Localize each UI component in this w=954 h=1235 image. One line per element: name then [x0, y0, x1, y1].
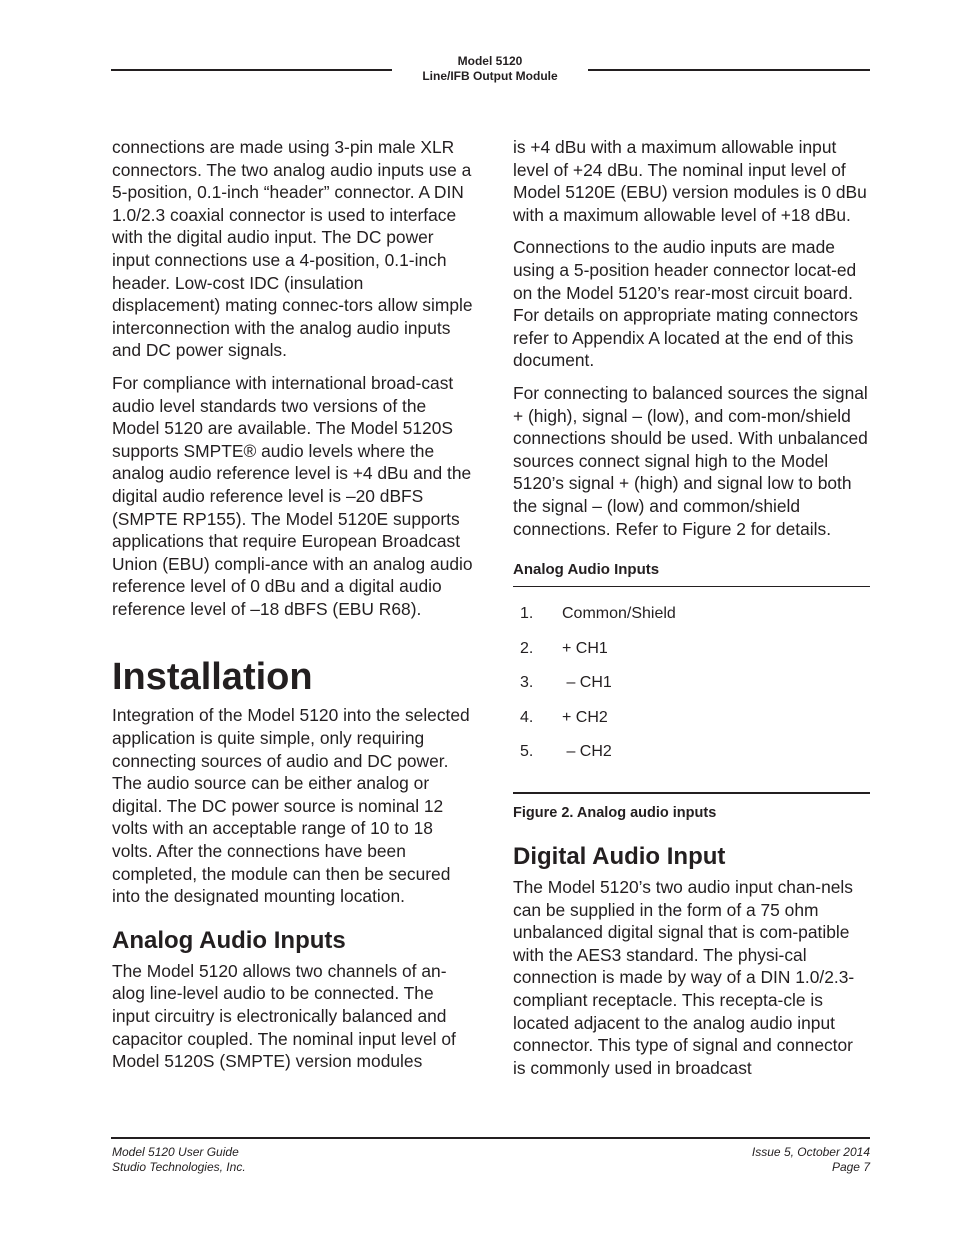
figure-pin-list [513, 587, 870, 792]
right-column [513, 136, 870, 1089]
section-heading-installation: Installation [112, 656, 313, 699]
subsection-heading-analog: Analog Audio Inputs [112, 926, 346, 954]
footer-company: Studio Technologies, Inc. [112, 1160, 246, 1174]
left-column [112, 136, 474, 1083]
figure-caption: Figure 2. Analog audio inputs [513, 805, 717, 822]
header-rule-right [588, 69, 870, 71]
header-rule-left [111, 69, 392, 71]
list-item: 2. + CH1 [520, 639, 608, 657]
paragraph-analog: The Model 5120 allows two channels of an-alog line-level audio to be connected. The input circuitry is electronically balanced and capacitor coupled. The nominal input level of Model 5120S (SMPTE) version modules [112, 960, 456, 1072]
footer-page-number: Page 7 [831, 1160, 870, 1174]
subsection-heading-digital: Digital Audio Input [513, 843, 726, 871]
footer-rule [111, 1137, 870, 1139]
list-item: 3. – CH1 [520, 674, 612, 692]
footer-left [112, 1145, 246, 1175]
header-product: Line/IFB Output Module [422, 69, 558, 83]
paragraph-installation: Integration of the Model 5120 into the selected application is quite simple, only requiring connecting sources of audio and DC power. The audio source can be either analog or digital. The DC power source is nominal 12 volts with an acceptable range of 10 to 18 volts. After the connections have been completed, the module can then be secured into the designated mounting location. [112, 705, 470, 907]
figure-analog-inputs [513, 560, 870, 822]
list-item: 5. – CH2 [520, 743, 612, 761]
list-item: 1. Common/Shield [520, 605, 676, 623]
header-model: Model 5120 [457, 54, 523, 68]
footer-guide-title: Model 5120 User Guide [112, 1145, 239, 1159]
paragraph-input-level: is +4 dBu with a maximum allowable input level of +24 dBu. The nominal input level of Model 5120E (EBU) version modules is 0 dBu with a maximum allowable level of +18 dBu. [513, 137, 867, 225]
paragraph-connections-inputs: Connections to the audio inputs are made using a 5-position header connector locat-ed on the Model 5120’s rear-most circuit board. For details on appropriate mating connectors refer to Appendix A located at the end of this document. [513, 237, 859, 371]
paragraph-balanced: For connecting to balanced sources the signal + (high), signal – (low), and com-mon/shield connections should be used. With unbalanced sources connect signal high to the Model 5120’s signal + (high) and signal low to both the signal – (low) and common/shield connections. Refer to Figure 2 for details. [513, 382, 868, 539]
paragraph-connections: connections are made using 3-pin male XLR connectors. The two analog audio inputs use a 5-position, 0.1-inch “header” connector. A DIN 1.0/2.3 coaxial connector is used to interface with the digital audio input. The DC power input connections use a 4-position, 0.1-inch header. Low-cost IDC (insulation displacement) mating connec-tors allow simple interconnection with the analog audio inputs and DC power signals. [112, 137, 473, 361]
paragraph-digital: The Model 5120’s two audio input chan-nels can be supplied in the form of a 75 ohm unbalanced digital signal that is com-patible with the AES3 standard. The physi-cal connection is made by way of a DIN 1.0/2.3-compliant receptacle. This recepta-cle is located adjacent to the analog audio input connector. This type of signal and connector is commonly used in broadcast [513, 877, 855, 1078]
figure-bottom-rule [513, 792, 870, 794]
paragraph-compliance: For compliance with international broad-cast audio level standards two versions of the Model 5120 are available. The Model 5120S supports SMPTE® audio levels where the analog audio reference level is +4 dBu and the digital audio reference level is –20 dBFS (SMPTE RP155). The Model 5120E supports applications that require European Broadcast Union (EBU) compli-ance with an analog audio reference level of 0 dBu and a digital audio reference level of –18 dBFS (EBU R68). [112, 372, 473, 619]
figure-title: Analog Audio Inputs [513, 561, 660, 579]
footer-right [752, 1145, 870, 1175]
footer-issue: Issue 5, October 2014 [751, 1145, 870, 1159]
list-item: 4. + CH2 [520, 708, 608, 726]
